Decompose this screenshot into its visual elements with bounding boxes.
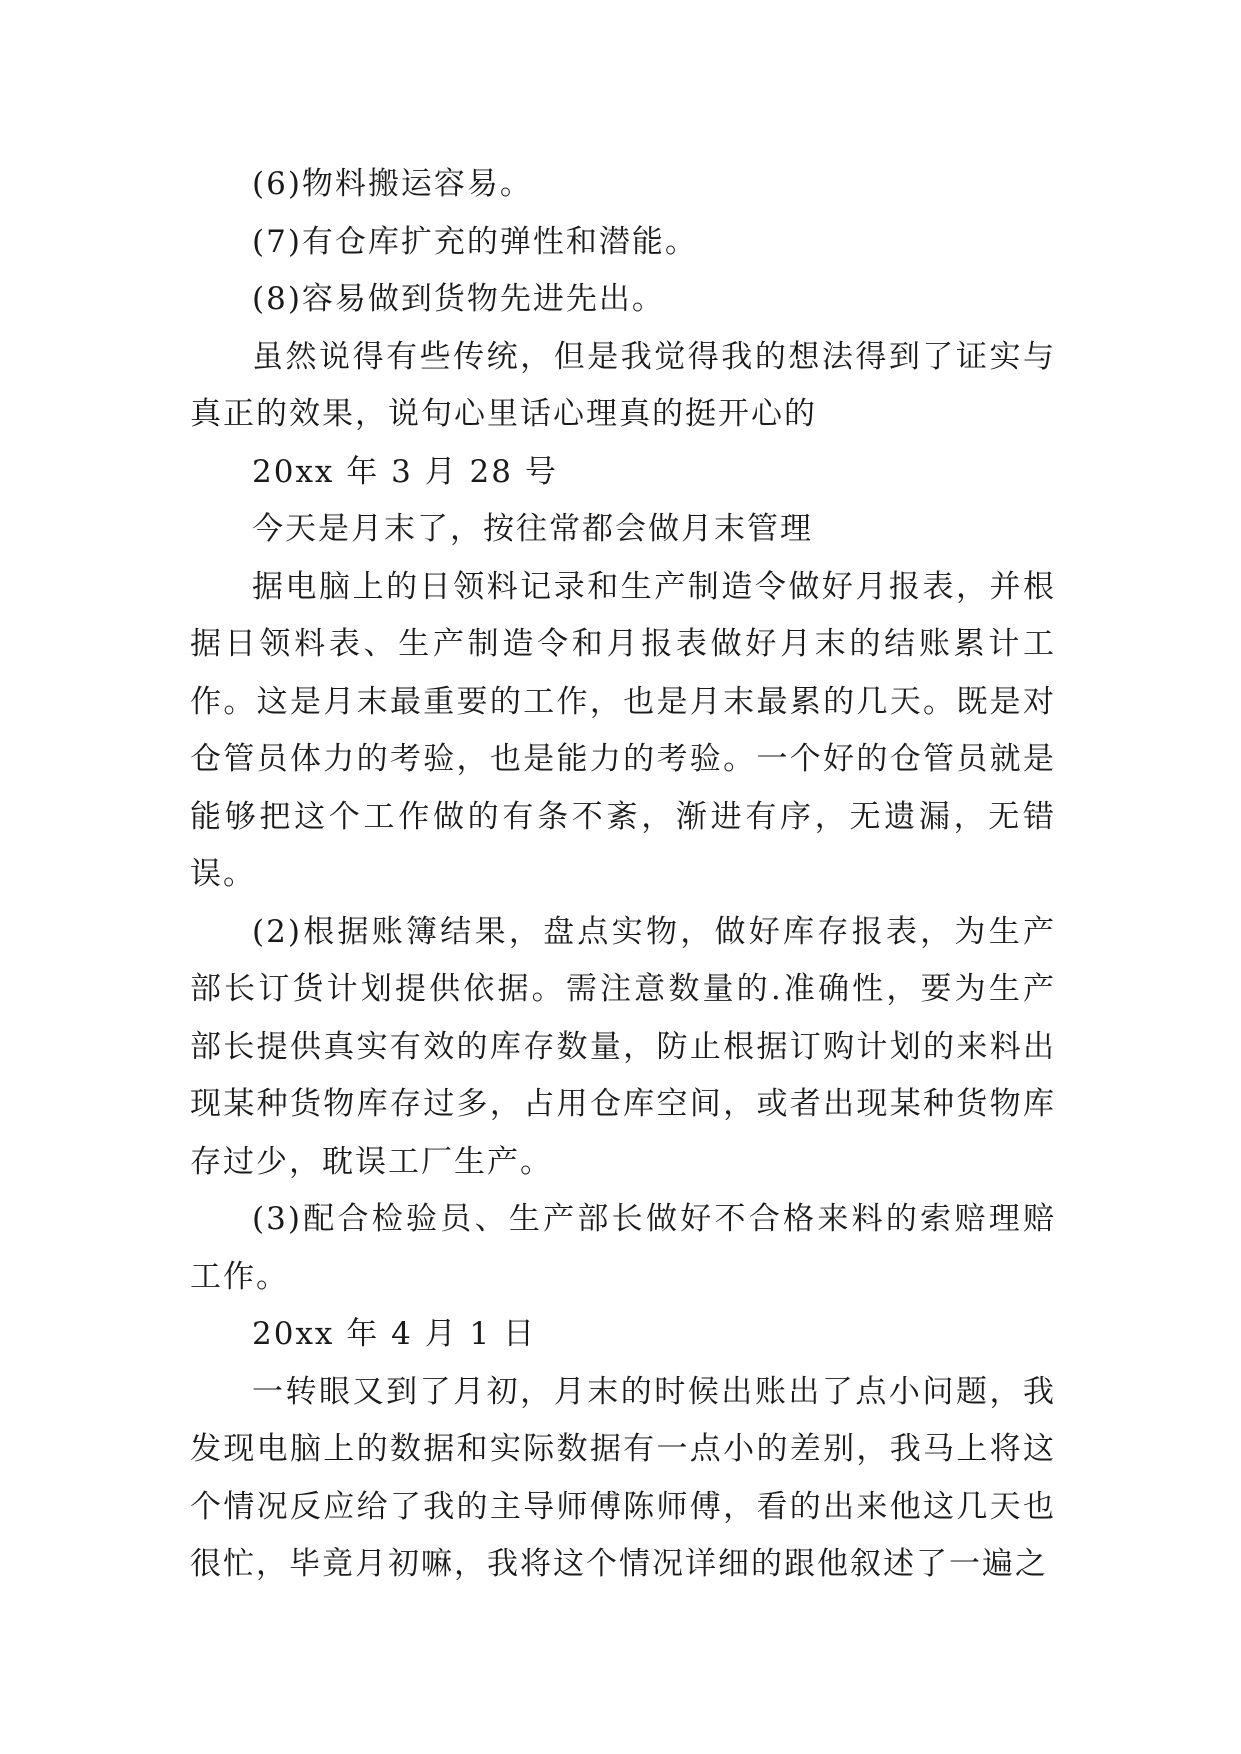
paragraph-item-8: (8)容易做到货物先进先出。 xyxy=(252,281,665,317)
paragraph-item-3: (3)配合检验员、生产部长做好不合格来料的索赔理赔工作。 xyxy=(190,1201,1056,1295)
paragraph-item-2: (2)根据账簿结果，盘点实物，做好库存报表，为生产部长订货计划提供依据。需注意数量的.准确性，要为生产部长提供真实有效的库存数量，防止根据订购计划的来料出现某种货物库存过多，占用仓库空间，或者出现某种货物库存过少，耽误工厂生产。 xyxy=(190,913,1056,1180)
document-body xyxy=(190,156,1056,1594)
date-heading-0328: 20xx 年 3 月 28 号 xyxy=(252,453,558,490)
paragraph-item-7: (7)有仓库扩充的弹性和潜能。 xyxy=(252,223,698,260)
paragraph-monthly-report: 据电脑上的日领料记录和生产制造令做好月报表，并根据日领料表、生产制造令和月报表做好月末的结账累计工作。这是月末最重要的工作，也是月末最累的几天。既是对仓管员体力的考验，也是能力的考验。一个好的仓管员就是能够把这个工作做的有条不紊，渐进有序，无遗漏，无错误。 xyxy=(190,568,1056,892)
paragraph-reflection: 虽然说得有些传统，但是我觉得我的想法得到了证实与真正的效果，说句心里话心理真的挺开心的 xyxy=(190,338,1056,432)
paragraph-month-end-intro: 今天是月末了，按往常都会做月末管理 xyxy=(252,511,813,547)
paragraph-month-start: 一转眼又到了月初，月末的时候出账出了点小问题，我发现电脑上的数据和实际数据有一点小的差别，我马上将这个情况反应给了我的主导师傅陈师傅，看的出来他这几天也很忙，毕竟月初嘛，我将这个情况详细的跟他叙述了一遍之 xyxy=(190,1373,1056,1582)
date-heading-0401: 20xx 年 4 月 1 日 xyxy=(252,1316,537,1352)
paragraph-item-6: (6)物料搬运容易。 xyxy=(252,166,533,202)
